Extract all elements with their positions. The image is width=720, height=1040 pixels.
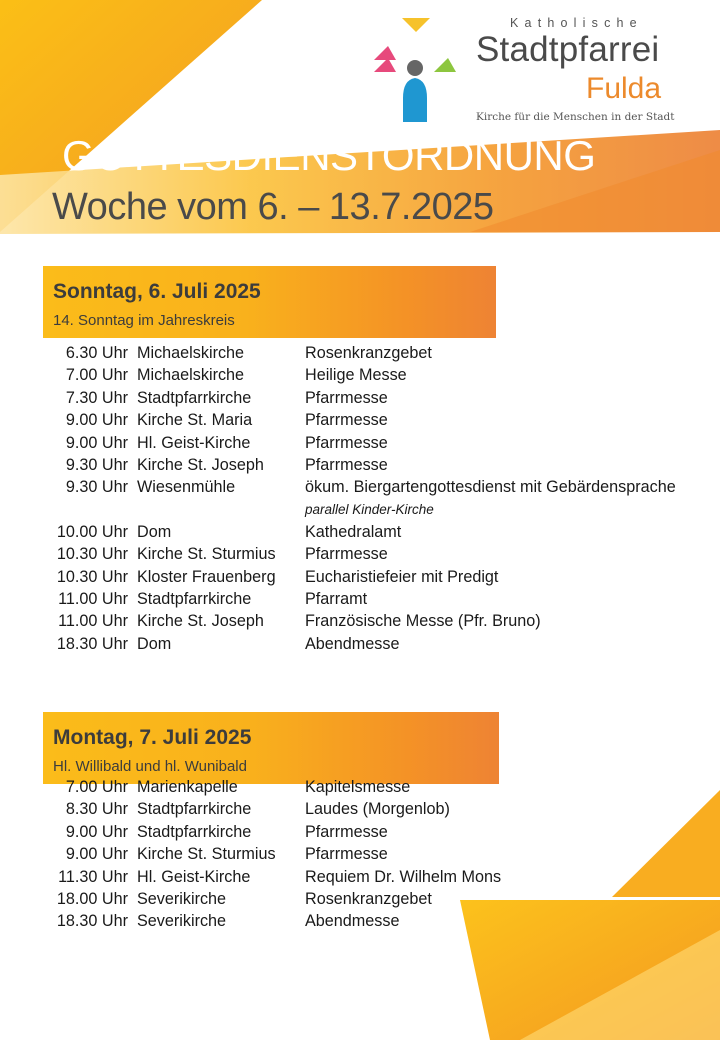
service-time: 9.30 Uhr (65, 478, 128, 497)
service-row (0, 910, 720, 932)
service-place: Wiesenmühle (137, 478, 236, 497)
service-place: Kirche St. Sturmius (137, 845, 276, 864)
service-place: Stadtpfarrkirche (137, 388, 252, 407)
service-place: Severikirche (137, 912, 227, 931)
service-time: 9.00 Uhr (65, 433, 128, 452)
service-row (0, 543, 720, 565)
service-event: ökum. Biergartengottesdienst mit Gebärdensprache (305, 478, 676, 497)
service-row (0, 364, 720, 386)
service-row (0, 342, 720, 364)
logo-top-text: Katholische (510, 16, 643, 30)
service-event: Pfarrmesse (305, 411, 388, 430)
day-header (43, 712, 499, 784)
service-time: 6.30 Uhr (65, 344, 128, 362)
service-row (0, 610, 720, 632)
logo-city-text: Fulda (586, 72, 662, 105)
service-place: Kloster Frauenberg (137, 567, 276, 586)
service-row (0, 843, 720, 865)
service-event: Requiem Dr. Wilhelm Mons (305, 867, 502, 886)
service-place: Stadtpfarrkirche (137, 589, 252, 608)
service-event: Abendmesse (305, 634, 400, 653)
service-place: Severikirche (137, 889, 227, 908)
service-time: 11.30 Uhr (58, 867, 128, 886)
service-place: Kirche St. Maria (137, 411, 253, 430)
service-event: Pfarrmesse (305, 388, 388, 407)
service-place: Kirche St. Joseph (137, 612, 264, 631)
parish-logo (372, 16, 682, 126)
service-list (0, 342, 720, 655)
day-title: Montag, 7. Juli 2025 (53, 726, 252, 749)
service-event: Kathedralamt (305, 522, 402, 541)
service-place: Hl. Geist-Kirche (137, 867, 251, 886)
service-time: 9.00 Uhr (65, 411, 128, 430)
service-place: Michaelskirche (137, 366, 245, 385)
service-event: Rosenkranzgebet (305, 889, 432, 908)
service-note-row (0, 499, 720, 521)
service-row (0, 521, 720, 543)
service-event: Pfarrmesse (305, 845, 388, 864)
service-time: 18.30 Uhr (56, 912, 128, 931)
service-place: Dom (137, 522, 172, 541)
service-time: 11.00 Uhr (58, 589, 128, 608)
service-place: Marienkapelle (137, 778, 238, 796)
service-event: Pfarrmesse (305, 822, 388, 841)
service-row (0, 866, 720, 888)
service-time: 7.30 Uhr (65, 388, 128, 407)
day-subtitle: 14. Sonntag im Jahreskreis (53, 312, 235, 329)
service-time: 9.00 Uhr (65, 822, 128, 841)
service-time: 10.30 Uhr (56, 545, 128, 564)
service-time: 8.30 Uhr (65, 800, 128, 819)
service-event: Französische Messe (Pfr. Bruno) (305, 612, 541, 631)
service-time: 18.00 Uhr (56, 889, 128, 908)
service-place: Hl. Geist-Kirche (137, 433, 251, 452)
service-place: Stadtpfarrkirche (137, 822, 252, 841)
service-event: Heilige Messe (305, 366, 407, 385)
service-event: Pfarrmesse (305, 545, 388, 564)
service-row (0, 798, 720, 820)
service-place: Kirche St. Joseph (137, 455, 264, 474)
service-time: 9.00 Uhr (65, 845, 128, 864)
service-time: 10.30 Uhr (56, 567, 128, 586)
service-row (0, 588, 720, 610)
service-event: Pfarramt (305, 589, 368, 608)
service-row (0, 821, 720, 843)
day-subtitle: Hl. Willibald und hl. Wunibald (53, 758, 247, 775)
service-place: Michaelskirche (137, 344, 245, 362)
day-header (43, 266, 496, 338)
service-event: Kapitelsmesse (305, 778, 411, 796)
service-row (0, 476, 720, 498)
service-time: 10.00 Uhr (56, 522, 128, 541)
service-event: Pfarrmesse (305, 433, 388, 452)
service-note: parallel Kinder-Kirche (305, 501, 434, 517)
service-row (0, 633, 720, 655)
service-event: Rosenkranzgebet (305, 344, 432, 362)
logo-main-text: Stadtpfarrei (476, 30, 660, 69)
service-place: Stadtpfarrkirche (137, 800, 252, 819)
service-time: 11.00 Uhr (58, 612, 128, 631)
service-row (0, 776, 720, 798)
service-row (0, 387, 720, 409)
logo-tagline: Kirche für die Menschen in der Stadt (476, 111, 675, 123)
service-event: Pfarrmesse (305, 455, 388, 474)
church-cross-logo-icon (372, 16, 462, 124)
service-time: 9.30 Uhr (65, 455, 128, 474)
week-range-title: Woche vom 6. – 13.7.2025 (52, 186, 494, 228)
service-list (0, 776, 720, 933)
service-time: 7.00 Uhr (65, 778, 128, 796)
service-row (0, 432, 720, 454)
service-row (0, 566, 720, 588)
service-time: 7.00 Uhr (65, 366, 128, 385)
service-place: Dom (137, 634, 172, 653)
service-event: Laudes (Morgenlob) (305, 800, 450, 819)
day-title: Sonntag, 6. Juli 2025 (53, 280, 261, 303)
service-event: Eucharistiefeier mit Predigt (305, 567, 499, 586)
service-row (0, 454, 720, 476)
page-title: GOTTESDIENSTORDNUNG (62, 132, 596, 179)
service-time: 18.30 Uhr (56, 634, 128, 653)
service-event: Abendmesse (305, 912, 400, 931)
service-row (0, 888, 720, 910)
service-place: Kirche St. Sturmius (137, 545, 276, 564)
service-row (0, 409, 720, 431)
